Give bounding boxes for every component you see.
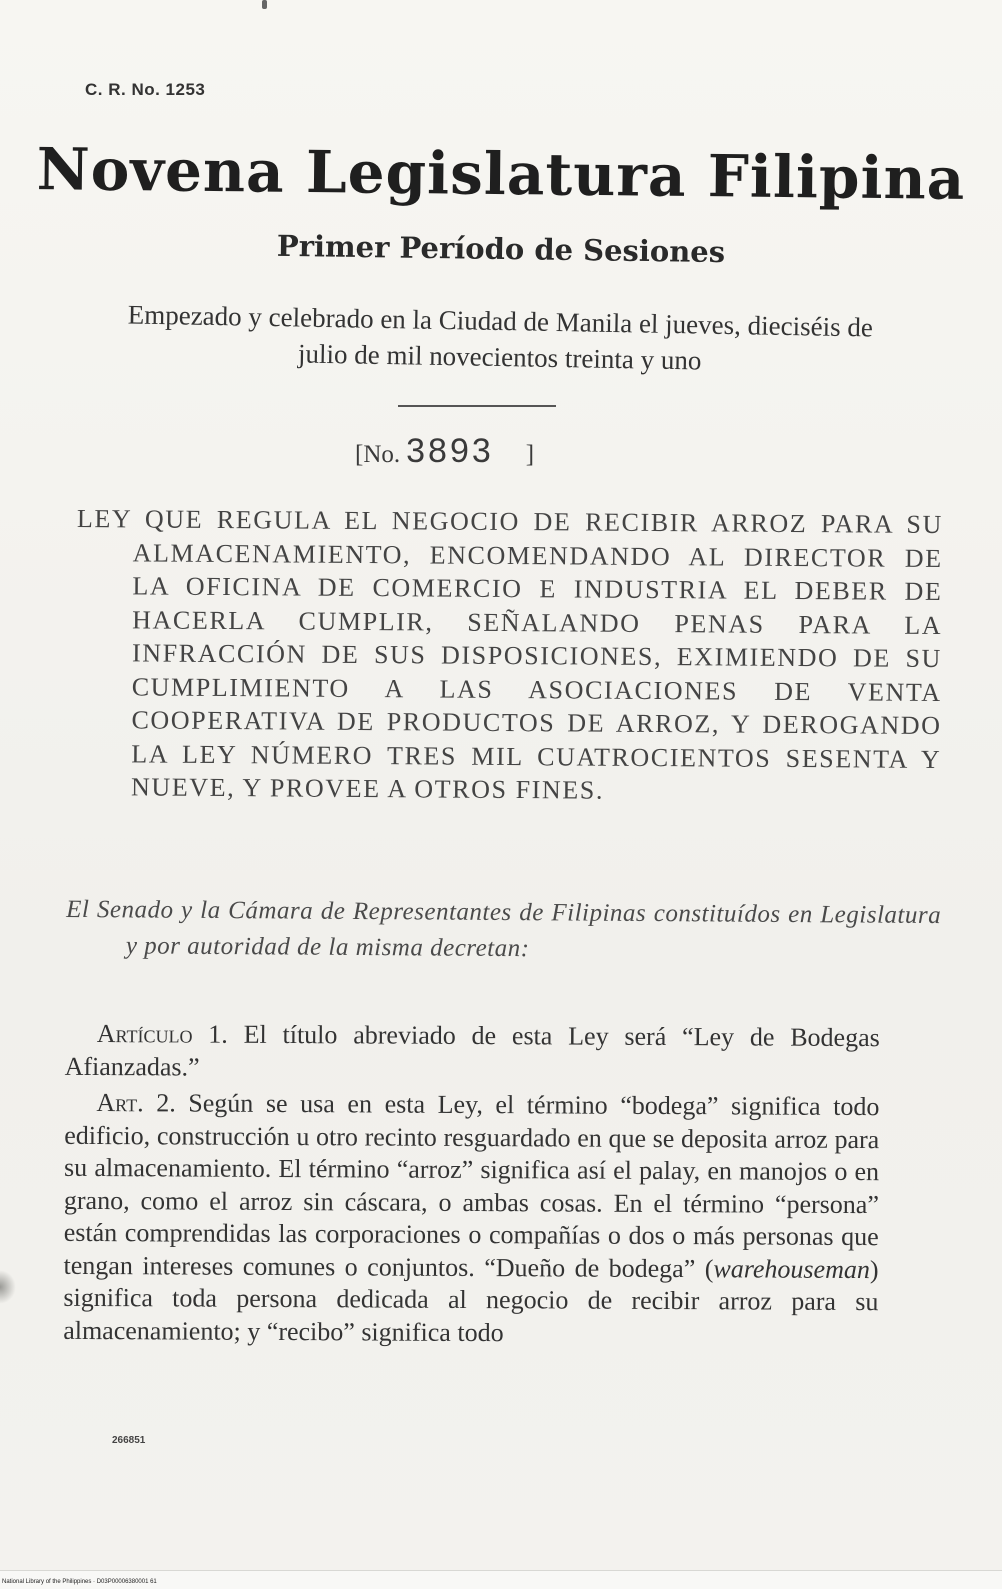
article-2 bbox=[63, 1087, 879, 1351]
law-number-line bbox=[355, 432, 534, 471]
article-2-label: Art. 2. bbox=[96, 1088, 176, 1118]
article-1-text: El título abreviado de esta Ley será “Ley de Bodegas Afianzadas.” bbox=[64, 1019, 880, 1082]
opening-statement: Empezado y celebrado en la Ciudad de Manila el jueves, dieciséis de julio de mil novecientos treinta y uno bbox=[127, 299, 874, 376]
law-number: 3893 bbox=[406, 432, 494, 470]
scan-smudge bbox=[0, 1270, 16, 1304]
title-divider bbox=[398, 405, 556, 407]
article-2-italic-term: warehouseman bbox=[713, 1253, 870, 1284]
scan-speck bbox=[262, 0, 267, 9]
article-1 bbox=[65, 1018, 880, 1087]
legislature-title: Novena Legislatura Filipina bbox=[36, 135, 966, 213]
law-title: LEY QUE REGULA EL NEGOCIO DE RECIBIR ARROZ PARA SU ALMACENAMIENTO, ENCOMENDANDO AL DIRECTOR DE LA OFICINA DE COMERCIO E INDUSTRIA EL DEBER DE HACERLA CUMPLIR, SEÑALANDO PENAS PARA LA INFRACCIÓN DE SUS DISPOSICIONES, EXIMIENDO DE SU CUMPLIMIENTO A LAS ASOCIACIONES DE VENTA COOPERATIVA DE PRODUCTOS DE ARROZ, Y DEROGANDO LA LEY NÚMERO TRES MIL CUATROCIENTOS SESENTA Y NUEVE, Y PROVEE A OTROS FINES. bbox=[76, 503, 944, 805]
law-number-prefix: [No. bbox=[355, 441, 401, 468]
session-subtitle: Primer Período de Sesiones bbox=[276, 228, 726, 270]
footer-credit: National Library of the Philippines · D03P00006380001 61 bbox=[2, 1579, 157, 1585]
enacting-clause: El Senado y la Cámara de Representantes de Filipinas constituídos en Legislatura y por autoridad de la misma decretan: bbox=[66, 895, 942, 963]
law-number-suffix: ] bbox=[525, 441, 535, 468]
cr-number: C. R. No. 1253 bbox=[85, 80, 206, 99]
page-code: 266851 bbox=[112, 1435, 146, 1446]
article-2-text-end: ) significa toda persona dedicada al negocio de recibir arroz para su almacenamiento; y “recibo” significa todo bbox=[63, 1254, 879, 1347]
footer-strip bbox=[0, 1570, 1002, 1589]
article-2-text-start: Según se usa en esta Ley, el término “bodega” significa todo edificio, construcción u otro recinto resguardado en que se deposita arroz para su almacenamiento. El término “arroz” significa así el palay, en manojos o en grano, como el arroz sin cáscara, o ambas cosas. En el término “persona” están comprendidas las corporaciones o compañías o dos o más personas que tengan intereses comunes o conjuntos. “Dueño de bodega” ( bbox=[63, 1088, 880, 1283]
article-1-label: Artículo 1. bbox=[96, 1019, 228, 1049]
articles-body bbox=[63, 1018, 880, 1355]
